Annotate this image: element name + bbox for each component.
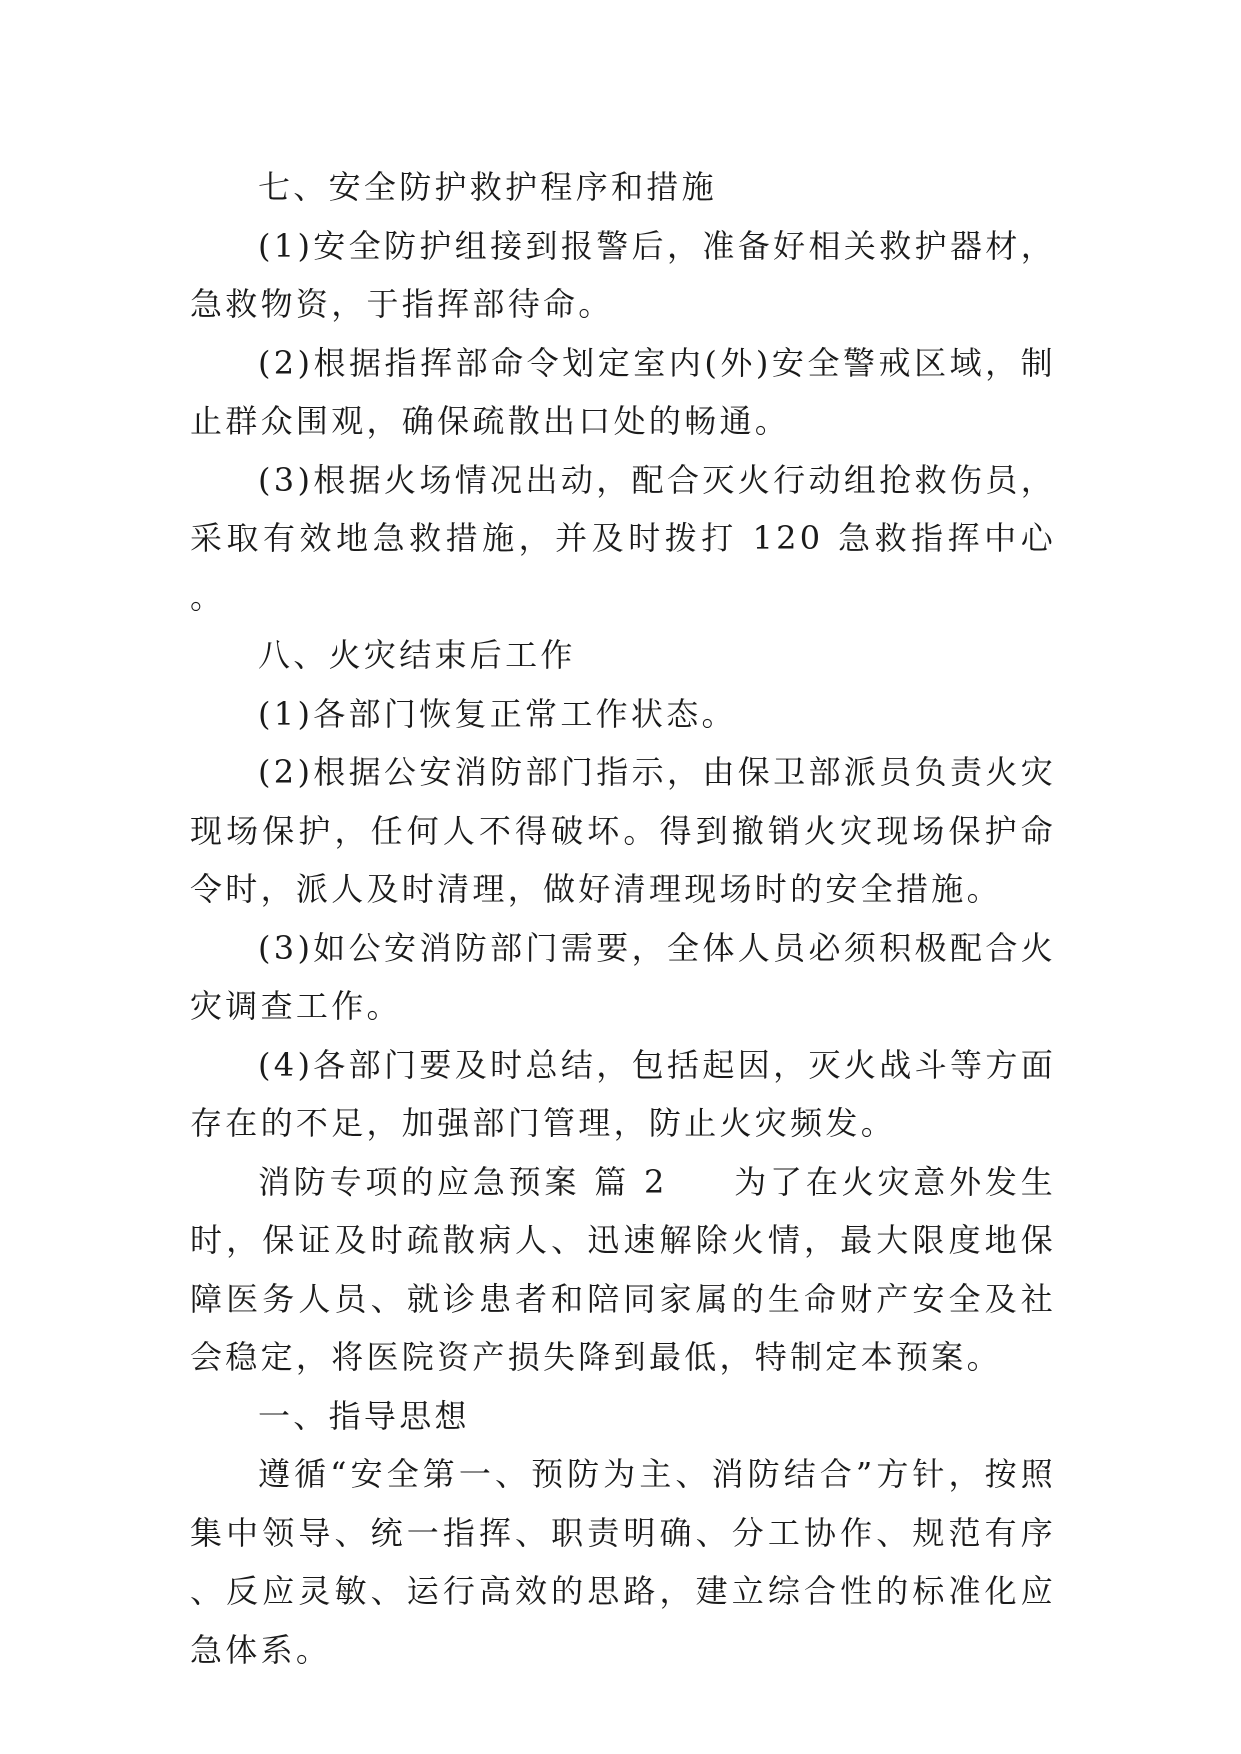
- paragraph-8-4: (4)各部门要及时总结，包括起因，灭火战斗等方面存在的不足，加强部门管理，防止火灾频发。: [190, 1045, 1056, 1142]
- section-intro-text: 为了在火灾意外发生时，保证及时疏散病人、迅速解除火情，最大限度地保障医务人员、就诊患者和陪同家属的生命财产安全及社会稳定，将医院资产损失降到最低，特制定本预案。: [190, 1162, 1056, 1376]
- paragraph-7-3: (3)根据火场情况出动，配合灭火行动组抢救伤员，采取有效地急救措施，并及时拨打 120 急救指挥中心。: [190, 460, 1056, 616]
- section-heading-1: 一、指导思想: [258, 1396, 470, 1435]
- paragraph-8-3: (3)如公安消防部门需要，全体人员必须积极配合火灾调查工作。: [190, 928, 1056, 1025]
- paragraph-guiding-principle: 遵循“安全第一、预防为主、消防结合”方针，按照集中领导、统一指挥、职责明确、分工协作、规范有序、反应灵敏、运行高效的思路，建立综合性的标准化应急体系。: [190, 1455, 1056, 1669]
- paragraph-8-2: (2)根据公安消防部门指示，由保卫部派员负责火灾现场保护，任何人不得破坏。得到撤销火灾现场保护命令时，派人及时清理，做好清理现场时的安全措施。: [190, 753, 1056, 908]
- paragraph-7-1: (1)安全防护组接到报警后，准备好相关救护器材，急救物资，于指挥部待命。: [190, 226, 1056, 323]
- document-body: [190, 158, 1056, 1679]
- paragraph-8-1: (1)各部门恢复正常工作状态。: [258, 694, 737, 733]
- section-intro-paragraph: [190, 1153, 1056, 1387]
- section-heading-8: 八、火灾结束后工作: [258, 636, 576, 674]
- paragraph-7-2: (2)根据指挥部命令划定室内(外)安全警戒区域，制止群众围观，确保疏散出口处的畅通。: [190, 343, 1056, 440]
- document-part-label: 篇 2: [594, 1162, 668, 1201]
- document-section-title: 消防专项的应急预案: [258, 1162, 581, 1201]
- section-heading-7: 七、安全防护救护程序和措施: [258, 168, 717, 206]
